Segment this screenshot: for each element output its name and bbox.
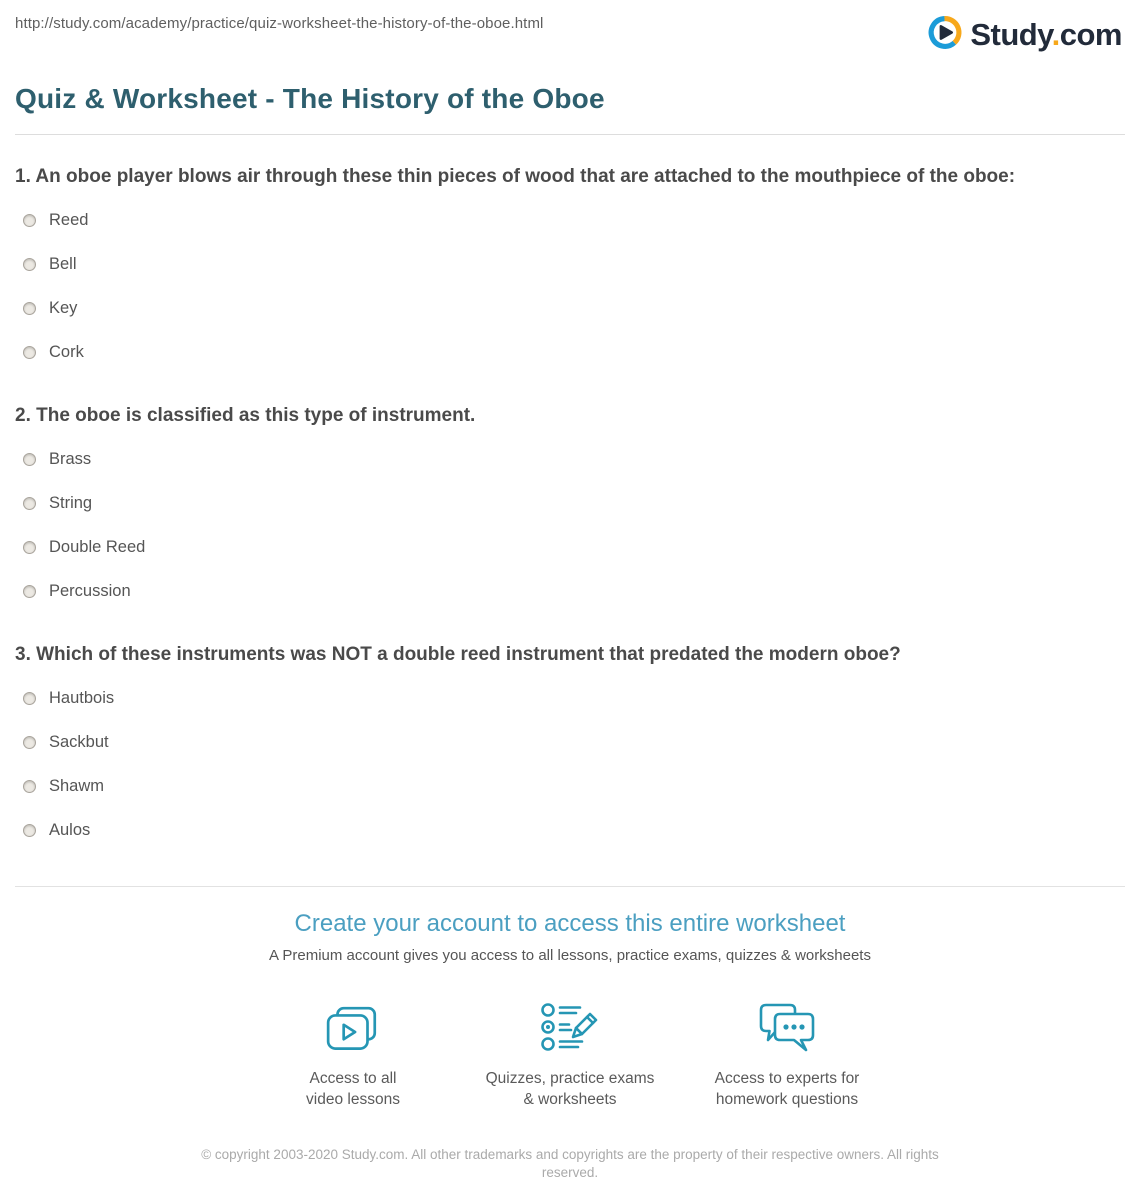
option-cork[interactable] bbox=[0, 330, 1140, 374]
question-3 bbox=[0, 644, 1140, 852]
radio-button[interactable] bbox=[23, 824, 36, 837]
option-label[interactable]: Reed bbox=[49, 210, 89, 229]
option-shawm[interactable] bbox=[0, 764, 1140, 808]
option-bell[interactable] bbox=[0, 242, 1140, 286]
option-hautbois[interactable] bbox=[0, 676, 1140, 720]
radio-button[interactable] bbox=[23, 692, 36, 705]
option-percussion[interactable] bbox=[0, 569, 1140, 613]
option-sackbut[interactable] bbox=[0, 720, 1140, 764]
feature-video-lessons bbox=[245, 998, 462, 1110]
feature-expert-help bbox=[679, 998, 896, 1110]
question-text: 2. The oboe is classified as this type of instrument. bbox=[15, 405, 476, 426]
premium-subheading: A Premium account gives you access to all lessons, practice exams, quizzes & worksheets bbox=[269, 947, 871, 964]
question-2 bbox=[0, 405, 1140, 613]
radio-button[interactable] bbox=[23, 541, 36, 554]
option-label[interactable]: Shawm bbox=[49, 776, 105, 795]
create-account-link[interactable]: Create your account to access this entire worksheet bbox=[294, 910, 846, 937]
chat-experts-icon bbox=[756, 998, 818, 1056]
copyright-text: © copyright 2003-2020 Study.com. All other trademarks and copyrights are the property of their respective owners. All rights reserved. bbox=[201, 1147, 939, 1180]
option-label[interactable]: Double Reed bbox=[49, 537, 146, 556]
feature-label: Quizzes, practice exams & worksheets bbox=[485, 1070, 655, 1108]
study-logo-icon bbox=[926, 14, 963, 56]
title-divider bbox=[15, 134, 1125, 135]
option-string[interactable] bbox=[0, 481, 1140, 525]
study-logo[interactable] bbox=[926, 14, 1122, 56]
radio-button[interactable] bbox=[23, 214, 36, 227]
option-label[interactable]: Bell bbox=[49, 254, 77, 273]
section-divider bbox=[15, 886, 1125, 887]
page-url: http://study.com/academy/practice/quiz-worksheet-the-history-of-the-oboe.html bbox=[15, 15, 544, 32]
option-label[interactable]: Key bbox=[49, 298, 78, 317]
radio-button[interactable] bbox=[23, 780, 36, 793]
page-title: Quiz & Worksheet - The History of the Oboe bbox=[15, 83, 605, 114]
radio-button[interactable] bbox=[23, 346, 36, 359]
question-1 bbox=[0, 166, 1140, 374]
radio-button[interactable] bbox=[23, 302, 36, 315]
option-label[interactable]: Hautbois bbox=[49, 688, 115, 707]
study-logo-text: Study.com bbox=[970, 17, 1122, 52]
option-label[interactable]: String bbox=[49, 493, 93, 512]
feature-label: Access to all video lessons bbox=[306, 1070, 400, 1108]
question-text: 1. An oboe player blows air through these thin pieces of wood that are attached to the mouthpiece of the oboe: bbox=[15, 166, 1016, 187]
option-label[interactable]: Percussion bbox=[49, 581, 131, 600]
video-lessons-icon bbox=[324, 998, 382, 1056]
option-label[interactable]: Aulos bbox=[49, 820, 91, 839]
radio-button[interactable] bbox=[23, 453, 36, 466]
option-aulos[interactable] bbox=[0, 808, 1140, 852]
features-row bbox=[0, 998, 1140, 1110]
header bbox=[0, 0, 1140, 56]
option-brass[interactable] bbox=[0, 437, 1140, 481]
feature-quizzes-worksheets bbox=[462, 998, 679, 1110]
question-text: 3. Which of these instruments was NOT a double reed instrument that predated the modern oboe? bbox=[15, 644, 901, 665]
option-reed[interactable] bbox=[0, 198, 1140, 242]
radio-button[interactable] bbox=[23, 497, 36, 510]
radio-button[interactable] bbox=[23, 585, 36, 598]
option-label[interactable]: Cork bbox=[49, 342, 84, 361]
radio-button[interactable] bbox=[23, 258, 36, 271]
option-label[interactable]: Brass bbox=[49, 449, 92, 468]
quizzes-worksheets-icon bbox=[538, 998, 602, 1056]
radio-button[interactable] bbox=[23, 736, 36, 749]
feature-label: Access to experts for homework questions bbox=[714, 1070, 860, 1108]
option-key[interactable] bbox=[0, 286, 1140, 330]
option-double-reed[interactable] bbox=[0, 525, 1140, 569]
option-label[interactable]: Sackbut bbox=[49, 732, 109, 751]
